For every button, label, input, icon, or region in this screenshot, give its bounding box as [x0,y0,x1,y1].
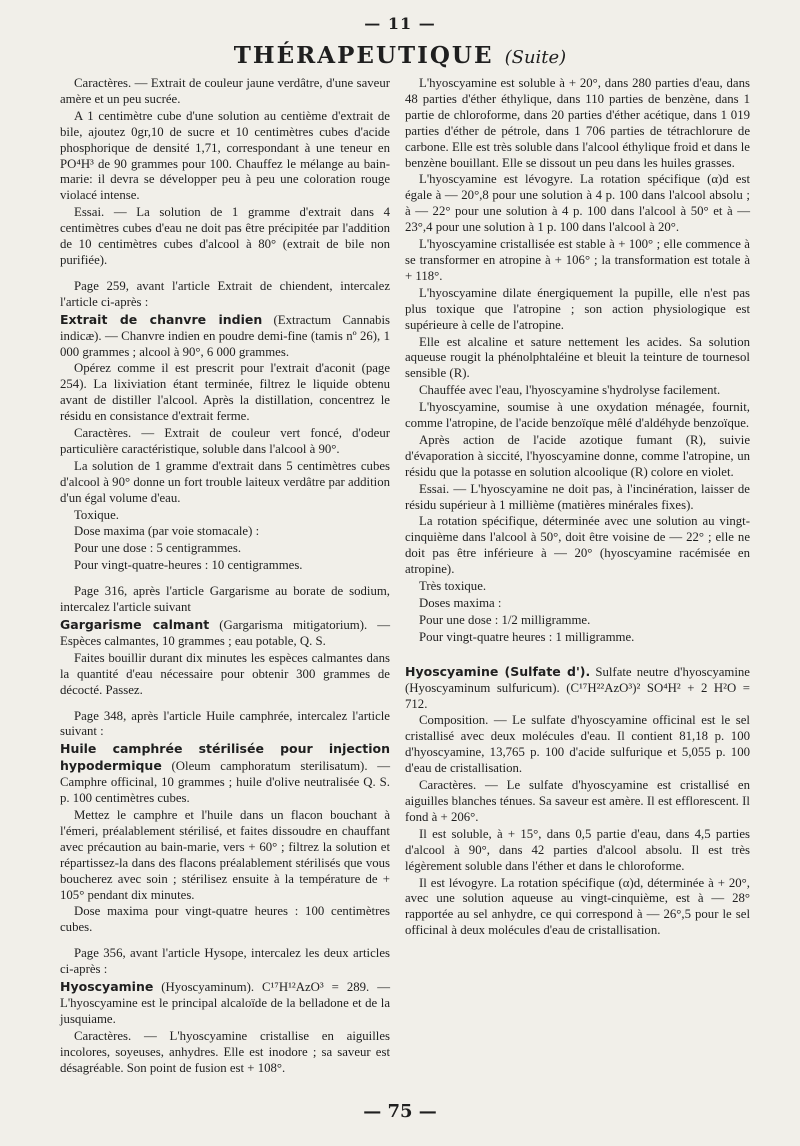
paragraph: Caractères. — L'hyoscyamine cristallise en aiguilles incolores, soyeuses, anhydres. Elle est inodore ; sa saveur est désagréable. Son point de fusion est + 108°. [60,1028,390,1075]
paragraph: A 1 centimètre cube d'une solution au centième d'extrait de bile, ajoutez 0gr,10 de sucre et 10 centimètres cubes d'acide phosphorique de densité 1,71, correspondant à une teneur en PO⁴H³ de 90 grammes pour 100. Chauffez le mélange au bain-marie: il devra se développer peu à peu une coloration rouge violacé intense. [60,108,390,203]
article-heading: Gargarisme calmant [60,617,210,632]
paragraph: Faites bouillir durant dix minutes les espèces calmantes dans la quantité d'eau nécessaire pour obtenir 300 grammes de décocté. Passez. [60,650,390,697]
paragraph: Toxique. [74,507,119,522]
paragraph: Caractères. — Le sulfate d'hyoscyamine est cristallisé en aiguilles blanches ténues. Sa saveur est amère. Il est efflorescent. Il fond à + 206°. [405,778,750,824]
paragraph: Dose maxima pour vingt-quatre heures : 100 centimètres cubes. [60,904,390,935]
paragraph: Page 356, avant l'article Hysope, intercalez les deux articles ci-après : [60,946,390,977]
page-title [0,42,800,69]
title-suffix: (Suite) [504,47,567,68]
paragraph: Il est lévogyre. La rotation spécifique (α)d, déterminée à + 20°, avec une solution aqueuse au vingt-cinquième, est à — 28° rapportée au sel anhydre, ce qui correspond à — 26°,5 pour le sel officinal à deux molécules d'eau de cristallisation. [405,875,750,938]
article-entry [60,617,390,650]
paragraph: Elle est alcaline et sature nettement les acides. Sa solution aqueuse rougit la phénolphtaléine et bleuit la teinture de tournesol sensible (R). [405,334,750,381]
paragraph: Page 316, après l'article Gargarisme au borate de sodium, intercalez l'article suivant [60,584,390,615]
article-text: (Extractum Cannabis indicæ). — Chanvre indien en poudre demi-fine (tamis nº 26), 1 000 grammes ; alcool à 90°, 6 000 grammes. [60,312,390,359]
article-text: Sulfate neutre d'hyoscyamine (Hyoscyaminum sulfuricum). (C¹⁷H²²AzO³)² SO⁴H² + 2 H²O = 712. [405,664,750,711]
left-column [60,76,390,1077]
article-heading: Huile camphrée stérilisée pour injection hypodermique [60,741,390,774]
paragraph: L'hyoscyamine cristallisée est stable à + 100° ; elle commence à se transformer en atropine à + 106° ; la transformation est totale à + 118°. [405,237,750,283]
paragraph: Page 259, avant l'article Extrait de chiendent, intercalez l'article ci-après : [60,278,390,309]
paragraph: L'hyoscyamine dilate énergiquement la pupille, elle n'est pas plus toxique que l'atropine ; son action physiologique est supérieure à celle de l'atropine. [405,285,750,332]
paragraph: Dose maxima (par voie stomacale) : [74,524,260,539]
paragraph: Caractères. — Extrait de couleur vert foncé, d'odeur particulière caractéristique, soluble dans l'alcool à 90°. [60,426,390,456]
paragraph: La rotation spécifique, déterminée avec une solution au vingt-cinquième dans l'alcool à 50°, doit être voisine de — 22° ; elle ne doit pas être inférieure à — 20° (hyoscyamine racémisée en atropine). [405,514,750,577]
article-entry [405,664,750,713]
page-number: — 75 — [363,1101,437,1122]
article-entry [60,741,390,807]
article-text: (Oleum camphoratum sterilisatum). — Camphre officinal, 10 grammes ; huile d'olive neutralisée Q. S. p. 100 centimètres cubes. [60,759,391,806]
paragraph: Caractères. — Extrait de couleur jaune verdâtre, d'une saveur amère et un peu sucrée. [60,76,390,106]
right-column [405,76,750,940]
paragraph: Très toxique. [419,579,487,594]
paragraph: Pour une dose : 5 centigrammes. [74,541,242,556]
paragraph: L'hyoscyamine est lévogyre. La rotation spécifique (α)d est égale à — 20°,8 pour une solution à 4 p. 100 dans l'alcool absolu ; à — 22° pour une solution à 4 p. 100 dans l'alcool à 50° et à — 23°,4 pour une solution à 1 p. 100 dans l'alcool à 20°. [405,172,750,235]
article-heading: Hyoscyamine (Sulfate d'). [405,663,591,679]
paragraph: Il est soluble, à + 15°, dans 0,5 partie d'eau, dans 4,5 parties d'alcool à 90°, dans 42 parties d'alcool absolu. Il est très légèrement soluble dans l'éther et dans le chloroforme. [405,826,750,873]
article-text: (Hyoscyaminum). C¹⁷H¹²AzO³ = 289. — L'hyoscyamine est le principal alcaloïde de la belladone et de la jusquiame. [60,980,390,1026]
top-page-mark: — 11 — [364,14,436,33]
title-main: THÉRAPEUTIQUE [233,42,494,69]
paragraph: Opérez comme il est prescrit pour l'extrait d'aconit (page 254). La lixiviation étant terminée, filtrez le liquide obtenu avant de distiller l'alcool. Après la distillation, concentrez le résidu en consistance d'extrait ferme. [60,361,390,424]
paragraph: Page 348, après l'article Huile camphrée, intercalez l'article suivant : [60,708,390,739]
paragraph: Pour vingt-quatre heures : 1 milligramme. [419,629,635,644]
paragraph: Composition. — Le sulfate d'hyoscyamine officinal est le sel cristallisé avec deux molécules d'eau. Il contient 81,18 p. 100 d'hyoscyamine, 13,765 p. 100 d'acide sulfurique et 5,055 p. 100 d'eau de cristallisation. [405,713,750,776]
paragraph: Mettez le camphre et l'huile dans un flacon bouchant à l'émeri, préalablement stérilisé, et faites dissoudre en chauffant avec précaution au bain-marie, vers + 60° ; filtrez la solution et répartissez-la dans des flacons préalablement stérilisés que vous boucherez avec soin ; stérilisez ensuite à la température de + 105° pendant dix minutes. [60,807,390,902]
paragraph: Pour vingt-quatre-heures : 10 centigrammes. [74,558,303,573]
article-heading: Extrait de chanvre indien [60,311,263,327]
paragraph: Chauffée avec l'eau, l'hyoscyamine s'hydrolyse facilement. [419,383,721,398]
article-entry [60,979,390,1028]
paragraph: Essai. — La solution de 1 gramme d'extrait dans 4 centimètres cubes d'eau ne doit pas être précipitée par l'addition de 10 centimètres cubes d'alcool à 80° (extrait de bile non purifiée). [60,205,390,267]
paragraph: Après action de l'acide azotique fumant (R), suivie d'évaporation à siccité, l'hyoscyamine donne, comme l'atropine, un résidu que la potasse en solution alcoolique (R) colore en violet. [405,432,750,479]
paragraph: La solution de 1 gramme d'extrait dans 5 centimètres cubes d'alcool à 90° donne un fort trouble laiteux verdâtre par addition d'un égal volume d'eau. [60,458,390,505]
paragraph: Pour une dose : 1/2 milligramme. [419,612,591,627]
paragraph: Essai. — L'hyoscyamine ne doit pas, à l'incinération, laisser de résidu supérieur à 1 millième (matières minérales fixes). [405,481,750,512]
article-heading: Hyoscyamine [60,979,154,995]
paragraph: Doses maxima : [419,596,502,610]
paragraph: L'hyoscyamine, soumise à une oxydation ménagée, fournit, comme l'atropine, de l'acide benzoïque mêlé d'aldéhyde benzoïque. [405,400,750,431]
article-text: (Gargarisma mitigatorium). — Espèces calmantes, 10 grammes ; eau potable, Q. S. [60,618,391,648]
paragraph: L'hyoscyamine est soluble à + 20°, dans 280 parties d'eau, dans 48 parties d'éther éthylique, dans 110 parties de benzène, dans 1 partie de chloroforme, dans 20 parties d'éther acétique, dans 1 019 parties d'éther de pétrole, dans 1 706 parties de tétrachlorure de carbone. Elle est très soluble dans l'alcool éthylique froid et dans le benzène bouillant. Elle se dissout un peu dans les huiles grasses. [405,76,750,170]
article-entry [60,312,390,361]
